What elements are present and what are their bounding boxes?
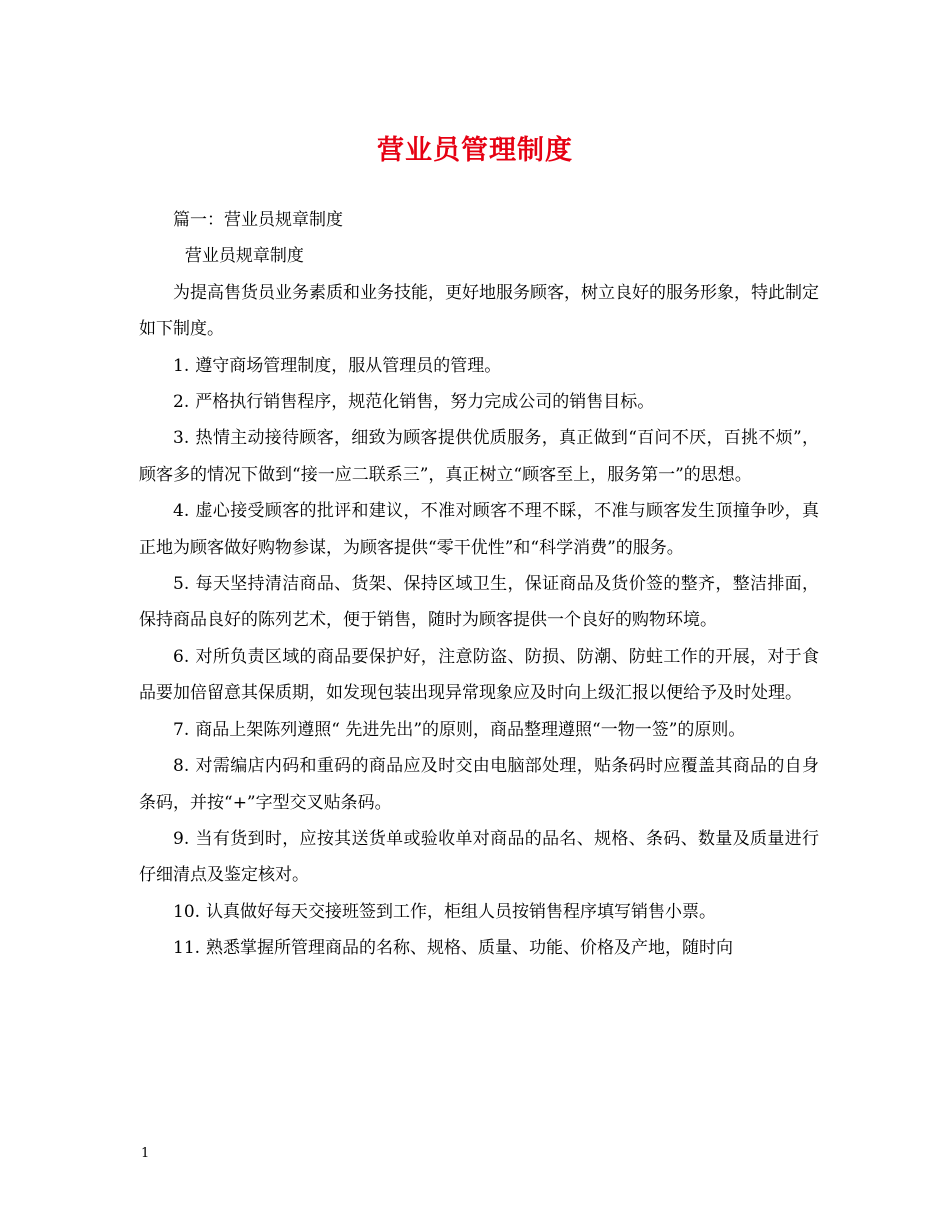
item-text: 熟悉掌握所管理商品的名称、规格、质量、功能、价格及产地，随时向 [206,938,734,959]
list-item [139,712,819,748]
item-number: 11. [173,938,201,959]
item-number: 8. [173,756,190,777]
item-text: 虚心接受顾客的批评和建议，不准对顾客不理不睬，不准与顾客发生顶撞争吵，真正地为顾客做好购物参谋，为顾客提供“零干优性”和“科学消费”的服务。 [139,501,819,558]
list-item [139,493,819,566]
item-number: 3. [173,428,190,449]
item-number: 9. [173,828,190,849]
item-number: 2. [173,392,190,413]
list-item [139,748,819,821]
item-text: 对需编店内码和重码的商品应及时交由电脑部处理，贴条码时应覆盖其商品的自身条码，并按“+”字型交叉贴条码。 [139,756,819,813]
item-text: 认真做好每天交接班签到工作，柜组人员按销售程序填写销售小票。 [206,901,717,922]
list-item [139,348,819,384]
item-number: 4. [173,501,190,522]
item-text: 商品上架陈列遵照“ 先进先出”的原则，商品整理遵照“一物一签”的原则。 [195,719,746,740]
item-text: 遵守商场管理制度，服从管理员的管理。 [195,355,502,376]
item-number: 6. [173,646,190,667]
item-number: 7. [173,719,190,740]
intro-paragraph: 为提高售货员业务素质和业务技能，更好地服务顾客，树立良好的服务形象，特此制定如下制度。 [139,282,819,340]
page-number: 1 [141,1146,150,1161]
item-text: 严格执行销售程序，规范化销售，努力完成公司的销售目标。 [195,392,655,413]
item-text: 热情主动接待顾客，细致为顾客提供优质服务，真正做到“百问不厌，百挑不烦”，顾客多的情况下做到“接一应二联系三”，真正树立“顾客至上，服务第一”的思想。 [139,428,819,485]
list-item [139,420,819,493]
item-number: 10. [173,901,201,922]
list-item [139,930,819,966]
list-item [139,894,819,930]
item-number: 5. [173,574,190,595]
item-text: 对所负责区域的商品要保护好，注意防盗、防损、防潮、防蛀工作的开展，对于食品要加倍留意其保质期，如发现包装出现异常现象应及时向上级汇报以便给予及时处理。 [139,646,819,704]
page-title: 营业员管理制度 [377,135,573,166]
item-number: 1. [173,355,190,376]
item-text: 每天坚持清洁商品、货架、保持区域卫生，保证商品及货价签的整齐，整洁排面，保持商品良好的陈列艺术，便于销售，随时为顾客提供一个良好的购物环境。 [139,574,819,631]
list-item [139,566,819,639]
item-text: 当有货到时，应按其送货单或验收单对商品的品名、规格、条码、数量及质量进行仔细清点及鉴定核对。 [139,828,819,886]
sub-heading: 营业员规章制度 [184,246,304,267]
list-item [139,639,819,712]
document-body [139,202,819,967]
list-item [139,384,819,420]
section-heading: 篇一：营业员规章制度 [173,210,343,230]
list-item [139,821,819,894]
